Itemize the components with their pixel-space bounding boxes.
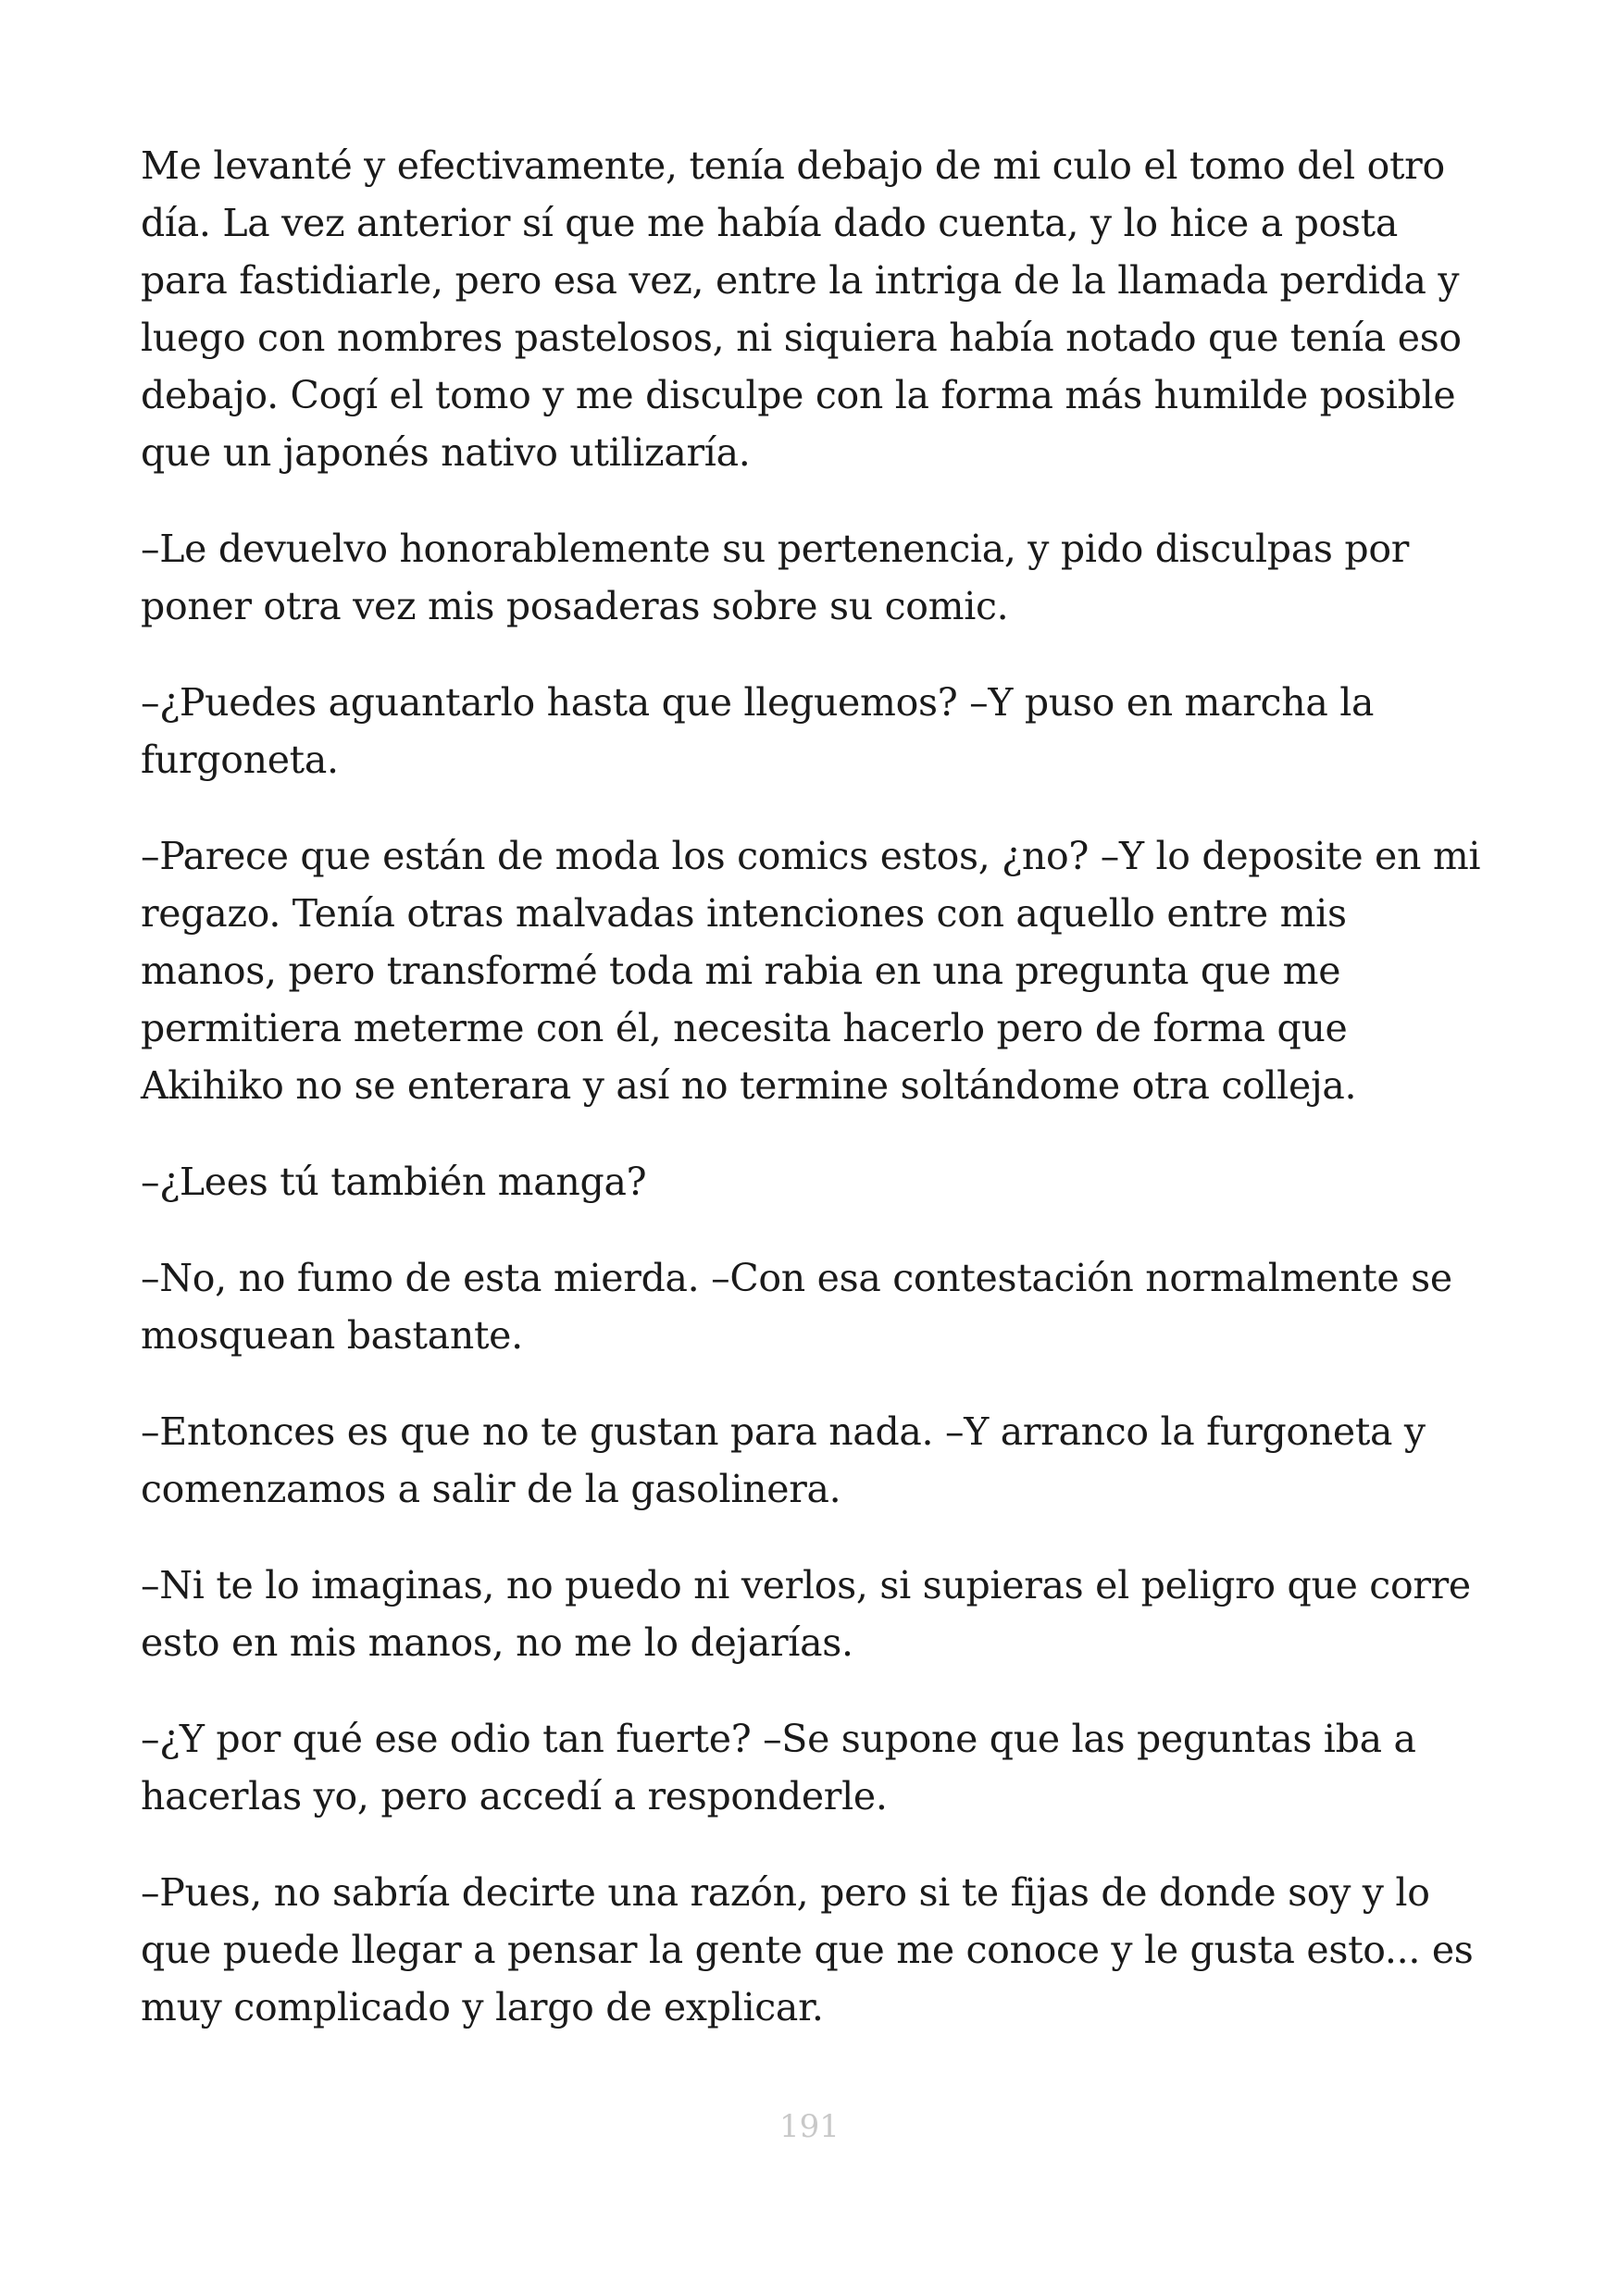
paragraph: –Parece que están de moda los comics estos, ¿no? –Y lo deposite en mi regazo. Tenía otras malvadas intenciones con aquello entre mis manos, pero transformé toda mi rabia en una pregunta que me permitiera meterme con él, necesita hacerlo pero de forma que Akihiko no se enterara y así no termine soltándome otra colleja.: [141, 834, 1481, 1108]
paragraph: –¿Lees tú también manga?: [141, 1160, 647, 1204]
paragraph: –¿Puedes aguantarlo hasta que lleguemos? –Y puso en marcha la furgoneta.: [141, 680, 1375, 782]
paragraph: –Pues, no sabría decirte una razón, pero si te fijas de donde soy y lo que puede llegar a pensar la gente que me conoce y le gusta esto... es muy complicado y largo de explicar.: [141, 1870, 1474, 2029]
paragraph: –Ni te lo imaginas, no puedo ni verlos, si supieras el peligro que corre esto en mis manos, no me lo dejarías.: [141, 1563, 1471, 1665]
page-number: 191: [779, 2108, 840, 2145]
paragraph: –Entonces es que no te gustan para nada. –Y arranco la furgoneta y comenzamos a salir de la gasolinera.: [141, 1409, 1426, 1511]
body-text: [141, 137, 1492, 2075]
paragraph: –Le devuelvo honorablemente su pertenencia, y pido disculpas por poner otra vez mis posaderas sobre su comic.: [141, 527, 1409, 628]
paragraph: –No, no fumo de esta mierda. –Con esa contestación normalmente se mosquean bastante.: [141, 1256, 1452, 1358]
paragraph: Me levanté y efectivamente, tenía debajo de mi culo el tomo del otro día. La vez anterior sí que me había dado cuenta, y lo hice a posta para fastidiarle, pero esa vez, entre la intriga de la llamada perdida y luego con nombres pastelosos, ni siquiera había notado que tenía eso debajo. Cogí el tomo y me disculpe con la forma más humilde posible que un japonés nativo utilizaría.: [141, 143, 1462, 475]
paragraph: –¿Y por qué ese odio tan fuerte? –Se supone que las peguntas iba a hacerlas yo, pero accedí a responderle.: [141, 1717, 1416, 1818]
